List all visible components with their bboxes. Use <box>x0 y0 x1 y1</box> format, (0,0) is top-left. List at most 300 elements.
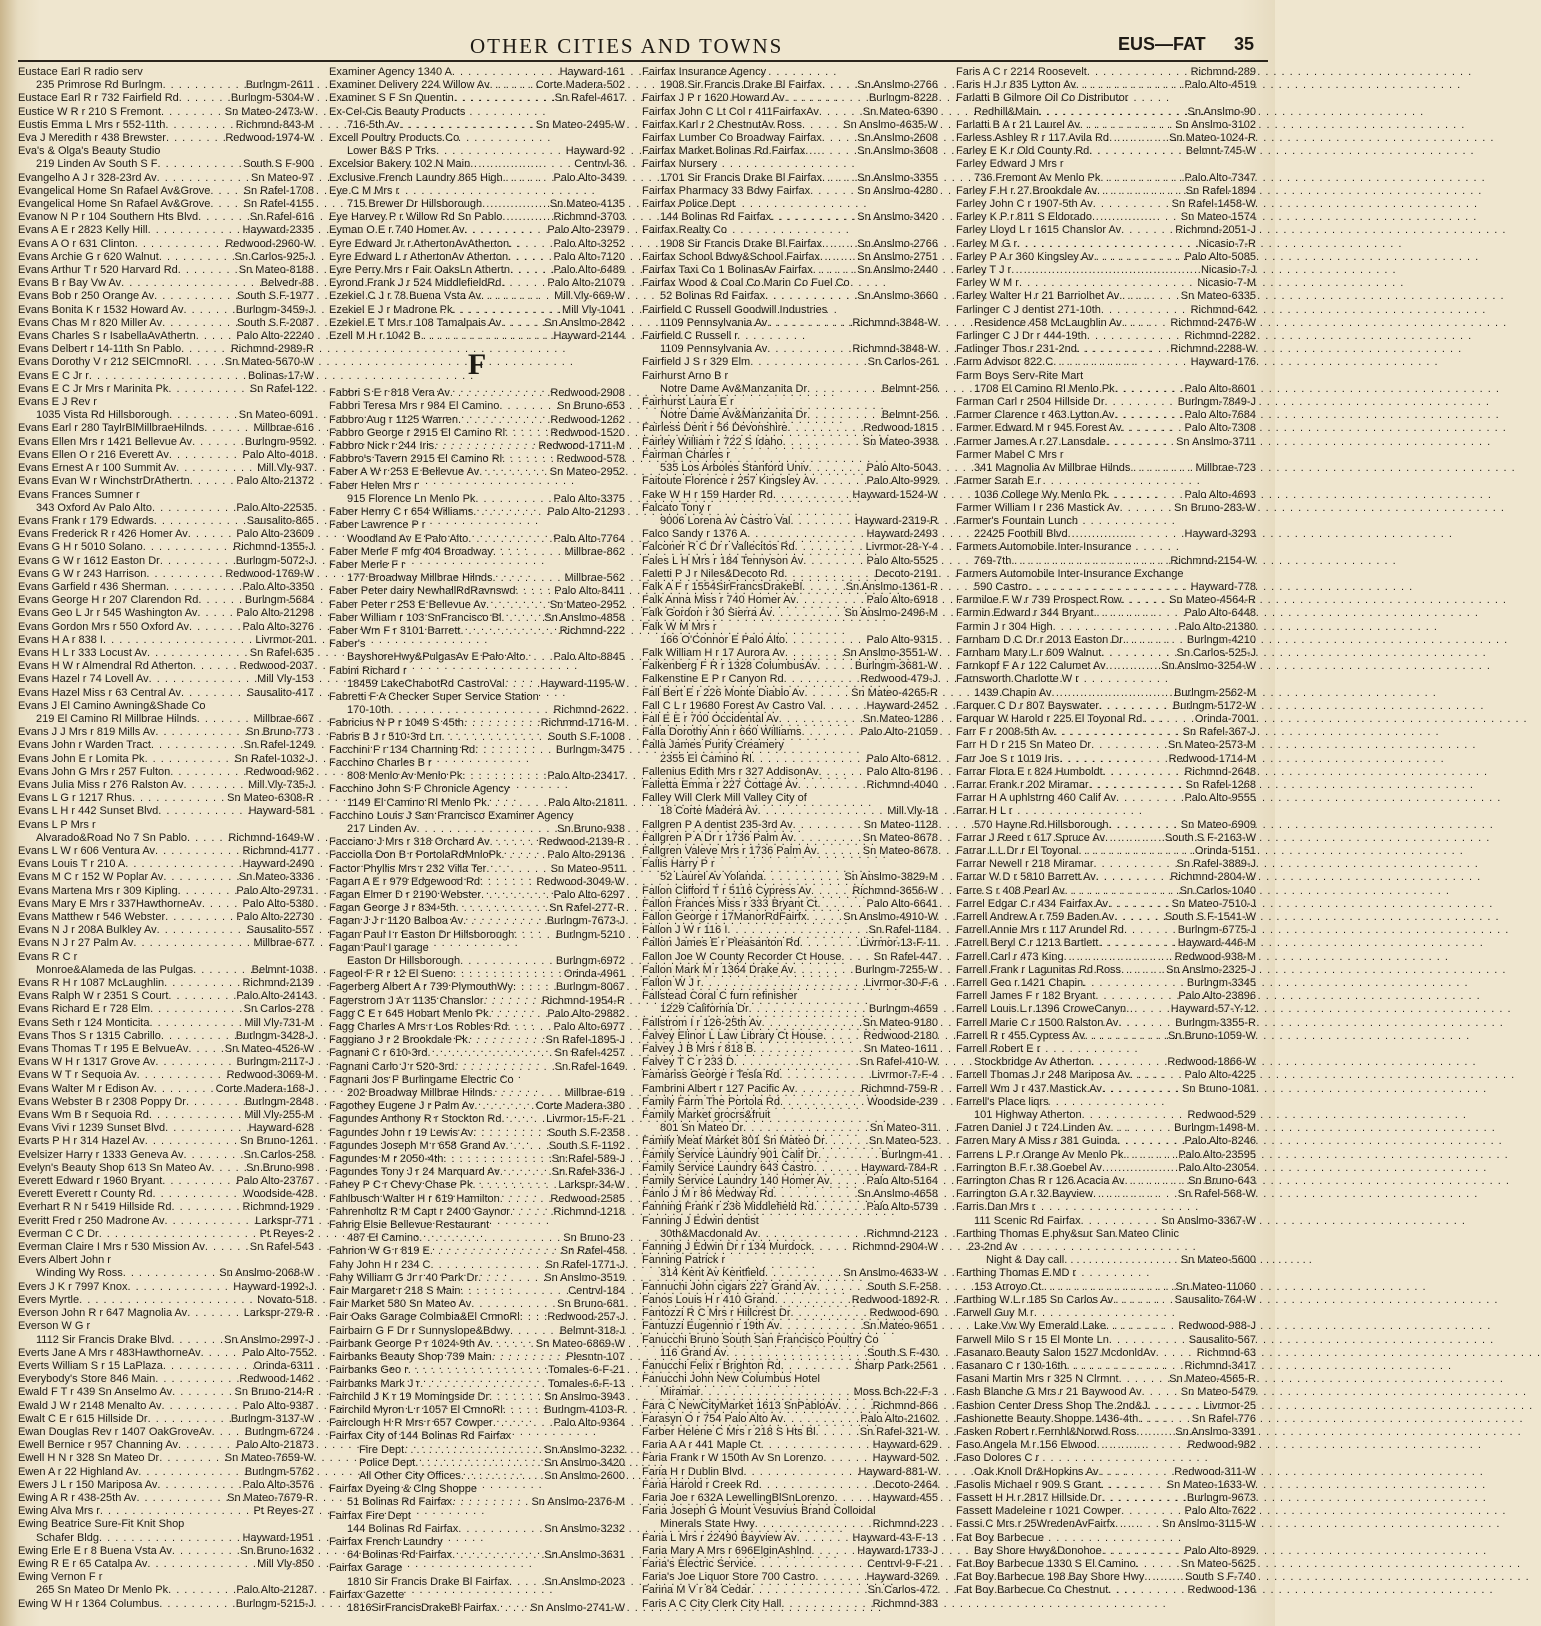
listing-phone: Palo Alto-3375 <box>553 492 625 505</box>
listing-entry <box>642 1056 938 1069</box>
listing-entry <box>329 1008 625 1021</box>
listing-phone: Redwood-3049-W <box>536 875 625 888</box>
listing-name: Evans G W r 1612 Easton Dr <box>18 554 160 567</box>
listing-entry <box>18 1228 314 1241</box>
listing-name: Farre S r 408 Pearl Av <box>956 884 1065 897</box>
dot-leader <box>1078 845 1194 858</box>
listing-name: Farley T J r <box>956 264 1012 277</box>
listing-phone: Burlngm-4659 <box>868 1003 938 1016</box>
listing-address-line <box>329 955 625 968</box>
dot-leader <box>460 1285 568 1298</box>
listing-entry <box>956 79 1256 92</box>
listing-entry <box>329 1483 625 1496</box>
listing-address-line <box>329 678 625 691</box>
listing-entry <box>956 1267 1256 1280</box>
dot-leader <box>493 1087 565 1100</box>
listing-entry <box>329 79 625 92</box>
dot-leader <box>1148 1400 1204 1413</box>
listing-phone: Millbrae-619 <box>564 1087 625 1100</box>
dot-leader <box>509 1576 544 1589</box>
listing-entry <box>642 541 938 554</box>
listing-name: Evangelical Home Sn Rafael Av&Grove <box>18 184 211 197</box>
listing-entry <box>642 792 938 805</box>
listing-address-line <box>642 1518 938 1531</box>
listing-address: 1708 El Camino Rl Menlo Pk <box>974 382 1115 395</box>
listing-name: Faso Dolores C r <box>956 1452 1040 1465</box>
listing-entry <box>956 1122 1256 1135</box>
listing-name: Falconer R C Dr r Vallecitos Rd <box>642 541 795 554</box>
listing-phone: Palo Alto-23979 <box>547 224 625 237</box>
listing-entry <box>956 238 1256 251</box>
listing-phone: Sn Anslmo-2766 <box>857 79 938 92</box>
dot-leader <box>159 251 235 264</box>
listing-entry <box>642 1043 938 1056</box>
listing-phone: Sn Mateo-7510-J <box>1171 897 1256 910</box>
listing-entry <box>18 634 314 647</box>
listing-phone: Richmnd-4177 <box>242 844 314 857</box>
listing-name: Fasanaro Beauty Salon 1527 McdonldAv <box>956 1346 1156 1359</box>
listing-phone: Richmnd-1954-R <box>541 994 625 1007</box>
listing-entry <box>329 224 625 237</box>
listing-name: Farley E K r Old County Rd <box>956 145 1090 158</box>
listing-name: Everts William S r 15 LaPlaza <box>18 1359 163 1372</box>
listing-entry <box>329 304 625 317</box>
listing-name: Fanos Louis H r 410 Grand <box>642 1293 775 1306</box>
listing-phone: Sn Anslmo-3631 <box>544 1549 625 1562</box>
listing-name: Ezekiel E J r Madrone Pk <box>329 303 453 316</box>
listing-entry <box>642 396 938 409</box>
listing-entry <box>642 924 938 937</box>
listing-name: Farnham Mary L r 609 Walnut <box>956 646 1102 659</box>
listing-entry <box>956 1188 1256 1201</box>
listing-phone: Sn Rafel-568-W <box>1177 1188 1256 1201</box>
dot-leader <box>1065 885 1180 898</box>
listing-entry <box>642 92 938 105</box>
listing-phone: Redwood-1462 <box>239 1373 314 1386</box>
listing-name: Fallgren P A Dr r 1736 Palm Av <box>642 831 794 844</box>
listing-entry <box>956 1003 1256 1016</box>
listing-address: 915 Florence Ln Menlo Pk <box>347 492 476 505</box>
listing-name: Evans Vivi r 1239 Sunset Blvd <box>18 1122 166 1135</box>
listing-entry <box>956 713 1256 726</box>
listing-entry <box>956 937 1256 950</box>
listing-address-line <box>956 1215 1256 1228</box>
listing-phone: Sn Rafel-1268 <box>1185 778 1256 791</box>
dot-leader <box>125 858 242 871</box>
listing-phone: South S F-1541-W <box>1164 911 1256 923</box>
dot-leader <box>823 1030 863 1043</box>
dot-leader <box>1101 304 1191 317</box>
listing-phone: Hayward-628 <box>248 1122 314 1135</box>
listing-phone: Redwood-2139-R <box>538 836 625 849</box>
listing-entry <box>642 1241 938 1254</box>
listing-entry <box>329 1127 625 1140</box>
listing-entry <box>329 876 625 889</box>
listing-name: Evans R C r <box>18 950 78 963</box>
listing-name: Faitoute Florence r 257 Kingsley Av <box>642 475 816 488</box>
dot-leader <box>178 1439 236 1452</box>
dot-leader <box>154 1083 216 1096</box>
listing-name: Farrar W D r 5810 Barrett Av <box>956 871 1096 884</box>
listing-phone: Richmnd-2288-W <box>1170 343 1256 356</box>
listing-name: Fairley William r 722 S Idaho <box>642 435 783 448</box>
dot-leader <box>453 304 563 317</box>
listing-entry <box>329 1562 625 1575</box>
listing-phone: Palo Alto-9555 <box>1184 792 1256 805</box>
listing-phone: Richmnd-383 <box>872 1597 938 1610</box>
listing-phone: Richmnd-1716-M <box>540 717 625 730</box>
listing-entry <box>329 1245 625 1258</box>
listing-phone: Richmnd-2904-W <box>852 1241 938 1254</box>
listing-phone: Richmnd-3417 <box>1184 1359 1256 1372</box>
listing-name: Fairfax Karl r 2 ChestnutAv Ross <box>642 118 802 131</box>
listing-address-line <box>642 238 938 251</box>
dot-leader <box>1091 1056 1167 1069</box>
listing-phone: Sn Anslmo-4633-W <box>843 1267 938 1280</box>
listing-name: Farley F H r 27 Brookdale Av <box>956 184 1098 197</box>
dot-leader <box>456 902 550 915</box>
dot-leader <box>100 1505 254 1518</box>
listing-name: Ewell H N r 328 Sn Mateo Dr <box>18 1452 160 1465</box>
listing-phone: Sn Rafel-1249 <box>243 739 314 752</box>
listing-phone: Redwood-1974-W <box>225 132 314 145</box>
listing-entry <box>956 673 1256 686</box>
listing-entry <box>956 1584 1256 1597</box>
listing-phone: Sausalito-567 <box>1188 1333 1256 1346</box>
listing-address: 170-10th <box>347 704 391 717</box>
listing-phone: Redwood-136 <box>1187 1584 1256 1597</box>
listing-name: Eva J Meredith r 438 Brewster <box>18 132 166 145</box>
listing-name: Farrington B F r 38 Goebel Av <box>956 1161 1102 1174</box>
dot-leader <box>814 1201 867 1214</box>
listing-entry <box>956 211 1256 224</box>
listing-phone: Hayward-92 <box>565 145 625 158</box>
listing-name: Faris A C r 2214 Roosevelt <box>956 66 1087 78</box>
listing-phone: Richmnd-223 <box>872 1518 938 1531</box>
listing-name: Ewan Douglas Rev r 1407 OakGroveAv <box>18 1425 212 1438</box>
listing-address-line <box>329 1087 625 1100</box>
listing-address: Lower B&S P Trks <box>347 145 437 158</box>
dot-leader <box>497 1602 530 1615</box>
listing-name: Evans L W r 606 Ventura Av <box>18 844 155 857</box>
listing-name: Evans H L r 333 Locust Av <box>18 646 148 659</box>
listing-name: Fairfield C Russell Goodwill Industries <box>642 303 828 316</box>
listing-phone: Sausalito-557 <box>246 924 314 937</box>
listing-name: Eva's & Olga's Beauty Studio <box>18 145 161 158</box>
dot-leader <box>187 1307 244 1320</box>
listing-phone: Burlngm-3681-W <box>854 660 938 673</box>
listing-name: Fairfax City of 144 Bolinas Rd Fairfax <box>329 1430 512 1443</box>
listing-entry <box>329 1404 625 1417</box>
listing-entry <box>18 475 314 488</box>
listing-name: Farm Advisor 822 C <box>956 356 1054 369</box>
listing-entry <box>329 264 625 277</box>
dot-leader <box>453 968 564 981</box>
listing-name: Evans Ellen Mrs r 1421 Bellevue Av <box>18 435 193 448</box>
listing-entry <box>642 568 938 581</box>
dot-leader <box>146 568 225 581</box>
listing-entry <box>642 1598 938 1611</box>
listing-entry <box>329 599 625 612</box>
listing-phone: Mill Vly-731-M <box>244 1016 314 1029</box>
listing-entry <box>642 1254 938 1267</box>
dot-leader <box>181 687 247 700</box>
listing-name: Evans G H r 5010 Solano <box>18 541 143 554</box>
listing-address: 570 Hayne Rd Hillsborough <box>974 818 1109 831</box>
dot-leader <box>785 92 869 105</box>
listing-phone: Sn Anslmo-4658 <box>857 1188 938 1201</box>
listing-name: Evans Hazel r 74 Lovell Av <box>18 673 149 686</box>
listing-name: Everhart R N r 5419 Hillside Rd <box>18 1201 172 1214</box>
listing-entry <box>18 145 314 158</box>
dot-leader <box>784 673 861 686</box>
listing-entry <box>329 744 625 757</box>
listing-name: Fahlbusch Walter H r 619 Hamilton <box>329 1192 500 1205</box>
listing-entry <box>329 172 625 185</box>
dot-leader <box>1109 1334 1189 1347</box>
listing-name: Falvey Elinor L Law Library Ct House <box>642 1029 824 1042</box>
listing-address-line <box>18 409 314 422</box>
listing-name: Fabbri S E r 818 Vera Av <box>329 387 450 400</box>
listing-name: Fahrig Elsie Bellevue Restaurant <box>329 1219 490 1232</box>
listing-address: Redhill&Main <box>974 105 1039 118</box>
listing-entry <box>329 942 625 955</box>
dot-leader <box>505 427 550 440</box>
listing-name: Fagan Paul I r Easton Dr Hillsborough <box>329 928 515 941</box>
dot-leader <box>816 845 862 858</box>
listing-name: Fageol F R r 12 El Sueno <box>329 968 454 981</box>
listing-name: Farmer's Fountain Lunch <box>956 514 1078 527</box>
listing-address-line <box>956 1056 1256 1069</box>
dot-leader <box>1125 1175 1189 1188</box>
listing-name: Farwell Guy M r <box>956 1307 1034 1320</box>
dot-leader <box>489 1008 548 1021</box>
listing-entry <box>329 559 625 572</box>
dot-leader <box>493 546 565 559</box>
dot-leader <box>166 581 242 594</box>
listing-entry <box>956 356 1256 369</box>
dot-leader <box>793 964 854 977</box>
dot-leader <box>822 79 857 92</box>
listing-entry <box>956 1373 1256 1386</box>
listing-entry <box>18 1307 314 1320</box>
dot-leader <box>168 1584 236 1597</box>
listing-entry <box>18 1518 314 1531</box>
listing-name: Fara C NewCityMarket 1613 SnPabloAv <box>642 1399 839 1412</box>
listing-phone: Palo Alto-4225 <box>1184 1069 1256 1082</box>
dot-leader <box>1099 1466 1175 1479</box>
listing-address: Miramar <box>660 1386 701 1399</box>
dot-leader <box>99 1532 242 1545</box>
listing-name: Everett Everett r County Rd <box>18 1188 153 1201</box>
dot-leader <box>1092 211 1181 224</box>
dot-leader <box>1105 832 1165 845</box>
dot-leader <box>1053 621 1179 634</box>
listing-address: 219 Linden Av South S F <box>36 158 158 171</box>
listing-name: Fall E E r 700 Occidental Av <box>642 712 779 725</box>
listing-name: Falk Anna Miss r 740 Homer Av <box>642 594 796 607</box>
listing-phone: Richmnd-3703 <box>553 211 625 224</box>
listing-name: Farthing Thomas E MD r <box>956 1267 1077 1280</box>
listing-entry <box>18 1162 314 1175</box>
listing-entry <box>329 277 625 290</box>
listing-phone: Sn Anslmo-2440 <box>857 264 938 277</box>
listing-entry <box>956 409 1256 422</box>
dot-leader <box>158 805 248 818</box>
listing-phone: Hayward-778 <box>1190 580 1256 593</box>
listing-phone: Burlngm-3428-J <box>235 1029 314 1042</box>
listing-entry <box>642 647 938 660</box>
listing-phone: Palo Alto-3350 <box>242 580 314 593</box>
listing-address-line <box>642 172 938 185</box>
listing-phone: Hayward-881-W <box>858 1465 938 1478</box>
listing-phone: Larkspr-34-W <box>558 1179 625 1192</box>
listing-name: Faber Henry C r 654 Williams <box>329 506 474 519</box>
listing-entry <box>642 673 938 686</box>
listing-phone: Burlngm-3459-J <box>235 303 314 316</box>
dot-leader <box>1083 977 1187 990</box>
listing-phone: Mill Vly-255-M <box>244 1109 314 1122</box>
listing-entry <box>329 158 625 171</box>
listing-name: Farrar J Reed r 617 Spruce Av <box>956 831 1105 844</box>
department-name: Night & Day call <box>986 1254 1065 1267</box>
listing-phone: Richmnd-3848-W <box>852 316 938 329</box>
listing-entry <box>18 1294 314 1307</box>
dot-leader <box>1119 290 1181 303</box>
dot-leader <box>1106 436 1176 449</box>
listing-name: Fairfax J P r 1620 Howard Av <box>642 92 785 105</box>
listing-entry <box>329 330 625 343</box>
listing-entry <box>642 1479 938 1492</box>
listing-address-line <box>642 871 938 884</box>
dot-leader <box>734 1056 860 1069</box>
listing-entry <box>329 290 625 303</box>
listing-name: Fairbairn G F Dr r Sunnyslope&Bdwy <box>329 1324 510 1337</box>
listing-phone: Burlngm-8067 <box>555 981 625 994</box>
listing-entry <box>18 1571 314 1584</box>
listing-phone: Burlngm-41 <box>881 1148 938 1161</box>
listing-name: Fabini Richard r <box>329 664 407 677</box>
listing-entry <box>18 1386 314 1399</box>
listing-phone: Palo Alto-23896 <box>1178 990 1256 1003</box>
listing-entry <box>956 924 1256 937</box>
dot-leader <box>475 744 556 757</box>
listing-phone: Millbrae-862 <box>564 545 625 558</box>
listing-address: Bay Shore Hwy&Donohoe <box>974 1544 1102 1557</box>
dot-leader <box>779 1320 862 1333</box>
listing-name: Evans J El Camino Awning&Shade Co <box>18 699 206 712</box>
listing-entry <box>956 1413 1256 1426</box>
listing-phone: Burlngm-5762 <box>244 1465 314 1478</box>
listing-name: Faria's Electric Service <box>642 1557 754 1570</box>
dot-leader <box>1116 792 1184 805</box>
listing-address: Easton Dr Hillsborough <box>347 955 461 967</box>
listing-name: Evans W H r 1317 Grove Av <box>18 1056 156 1069</box>
listing-phone: Sn Mateo-1611 <box>863 1043 938 1056</box>
listing-name: Fagg C E r 645 Hobart Menlo Pk <box>329 1007 489 1020</box>
listing-entry <box>18 660 314 673</box>
listing-name: Eyrond Frank J r 524 MiddlefieldRd <box>329 277 502 290</box>
listing-address: Lake Vw Wy Emerald Lake <box>974 1320 1106 1333</box>
listing-phone: Burlngm-5210 <box>555 928 625 941</box>
listing-phone: South S F-2358 <box>547 1126 625 1139</box>
listing-entry <box>329 1364 625 1377</box>
dot-leader <box>132 792 227 805</box>
listing-entry <box>18 753 314 766</box>
listing-name: Farmers Automobile Inter-Insurance <box>956 541 1132 554</box>
listing-entry <box>18 1479 314 1492</box>
listing-name: Eustace Earl R r 732 Fairfield Rd <box>18 92 179 105</box>
dot-leader <box>1117 1135 1184 1148</box>
listing-entry <box>642 1135 938 1148</box>
department-name: All Other City Offices <box>359 1469 461 1482</box>
listing-entry <box>642 502 938 515</box>
listing-phone: Sn Mateo-2952 <box>549 466 625 479</box>
listing-entry <box>329 427 625 440</box>
listing-name: Faria Mary A Mrs r 696ElginAshlnd <box>642 1544 812 1557</box>
listing-name: Farrell Carl r 473 King <box>956 950 1064 963</box>
dot-leader <box>1028 581 1191 594</box>
dot-leader <box>1123 1149 1178 1162</box>
dot-leader <box>186 1096 245 1109</box>
listing-entry <box>18 1215 314 1228</box>
listing-name: Farley Lloyd L r 1615 Chanslor Av <box>956 224 1122 237</box>
listing-phone: Hayward-1951 <box>242 1531 314 1544</box>
listing-name: Factor Phyllis Mrs r 232 Villa Ter <box>329 862 487 875</box>
listing-entry <box>956 264 1256 277</box>
listing-entry <box>956 370 1256 383</box>
listing-phone: Burlngm-3355-R <box>1175 1016 1256 1029</box>
listing-phone: Mill Vly-669-W <box>554 290 625 303</box>
listing-name: Evans Walter M r Edison Av <box>18 1082 154 1095</box>
listing-name: Farasyn O r 754 Palo Alto Av <box>642 1412 784 1425</box>
listing-name: Fanning J Edwin Dr r 134 Murdock <box>642 1241 812 1254</box>
listing-name: Fairfax Gazette <box>329 1588 405 1601</box>
listing-name: Ewing Erle E r 8 Buena Vsta Av <box>18 1544 172 1557</box>
dot-leader <box>187 832 228 845</box>
listing-phone: Richmnd-866 <box>872 1399 938 1412</box>
listing-name: Faber Helen Mrs r <box>329 479 418 492</box>
listing-name: Evans Ernest A r 100 Summit Av <box>18 462 177 475</box>
listing-name: Farrell Geo r 1421 Chapin <box>956 977 1084 990</box>
listing-name: Evans Martena Mrs r 309 Kipling <box>18 884 178 897</box>
dot-leader <box>1082 1109 1188 1122</box>
dot-leader <box>79 1294 257 1307</box>
listing-phone: Sn Anslmo-3660 <box>857 290 938 303</box>
listing-name: Ewen A r 22 Highland Av <box>18 1465 139 1478</box>
listing-entry <box>329 889 625 902</box>
listing-name: Fairbanks Beauty Shop 739 Main <box>329 1351 492 1364</box>
listing-phone: Sn Anslmo-2325-J <box>1166 963 1256 976</box>
listing-entry <box>329 1391 625 1404</box>
listing-address-line <box>956 687 1256 700</box>
dot-leader <box>506 1140 549 1153</box>
dot-leader <box>1102 1545 1185 1558</box>
dot-leader <box>452 1549 544 1562</box>
listing-entry <box>18 541 314 554</box>
listing-phone: Centrvl-36 <box>574 158 625 171</box>
listing-name: Fagan George J r 834-5th <box>329 902 456 915</box>
listing-phone: Larkspr-771 <box>255 1214 314 1227</box>
listing-phone: Palo Alto-6448 <box>1184 607 1256 620</box>
listing-address: Stockbridge Av Atherton <box>974 1056 1092 1069</box>
listing-phone: Burlngm-8228 <box>868 92 938 105</box>
listing-name: Fallgren P A dentist 235-3rd Av <box>642 818 793 831</box>
dot-leader <box>171 1334 224 1347</box>
listing-address: 153 Arroyo Ct <box>974 1280 1042 1293</box>
listing-name: Faber Wm F r 3101 Barrett <box>329 624 461 637</box>
listing-name: Fabbro's Tavern 2915 El Camino Rl <box>329 453 503 466</box>
